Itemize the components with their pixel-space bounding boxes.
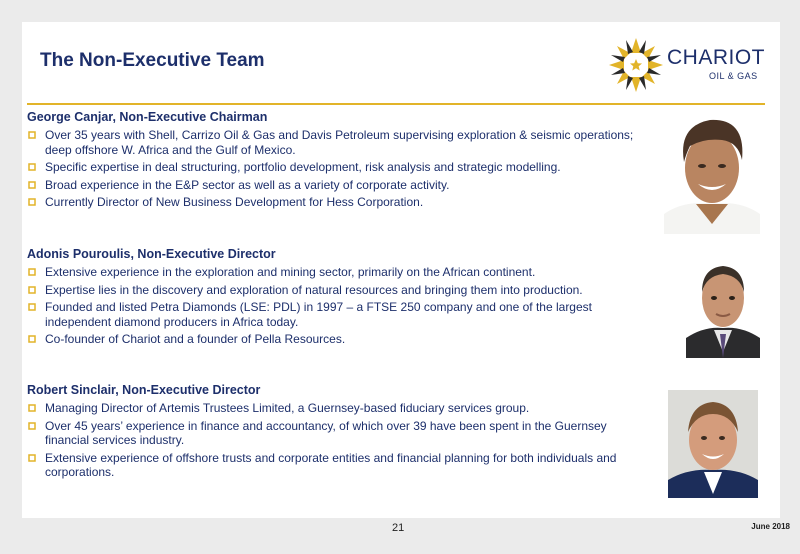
sun-logo-icon — [607, 36, 665, 94]
page-title: The Non-Executive Team — [40, 50, 265, 71]
footer-date: June 2018 — [751, 522, 790, 531]
portrait-robert-sinclair — [668, 390, 758, 498]
bullet-icon — [28, 163, 36, 171]
list-item: Over 45 years’ experience in finance and accountancy, of which over 39 have been spent in the Guernsey financial services industry. — [27, 419, 647, 448]
bullet-icon — [28, 286, 36, 294]
list-item: Over 35 years with Shell, Carrizo Oil & Gas and Davis Petroleum supervising exploration & seismic operations; deep offshore W. Africa and the Gulf of Mexico. — [27, 128, 647, 157]
bullet-icon — [28, 422, 36, 430]
portrait-adonis-pouroulis — [686, 254, 760, 358]
slide — [22, 22, 780, 518]
member-bullet-list — [27, 401, 647, 480]
list-item: Broad experience in the E&P sector as well as a variety of corporate activity. — [27, 178, 647, 193]
bullet-icon — [28, 181, 36, 189]
list-item: Extensive experience in the exploration and mining sector, primarily on the African continent. — [27, 265, 647, 280]
list-item: Specific expertise in deal structuring, portfolio development, risk analysis and strategic modelling. — [27, 160, 647, 175]
member-heading: George Canjar, Non-Executive Chairman — [27, 110, 268, 124]
bullet-icon — [28, 335, 36, 343]
bullet-icon — [28, 268, 36, 276]
member-section-canjar — [27, 110, 647, 213]
member-section-sinclair — [27, 383, 647, 483]
logo-subtitle: OIL & GAS — [709, 71, 758, 81]
list-item: Managing Director of Artemis Trustees Limited, a Guernsey-based fiduciary services group. — [27, 401, 647, 416]
list-item: Expertise lies in the discovery and exploration of natural resources and bringing them into production. — [27, 283, 647, 298]
member-heading: Robert Sinclair, Non-Executive Director — [27, 383, 261, 397]
list-item: Extensive experience of offshore trusts and corporate entities and financial planning for both individuals and corporations. — [27, 451, 647, 480]
bullet-icon — [28, 131, 36, 139]
member-bullet-list — [27, 128, 647, 210]
list-item: Founded and listed Petra Diamonds (LSE: PDL) in 1997 – a FTSE 250 company and one of the largest independent diamond producers in Africa today. — [27, 300, 647, 329]
page-number: 21 — [392, 522, 405, 534]
list-item: Co-founder of Chariot and a founder of Pella Resources. — [27, 332, 647, 347]
member-section-pouroulis — [27, 247, 647, 350]
logo-name: CHARIOT — [667, 46, 765, 69]
header-divider — [27, 103, 765, 105]
bullet-icon — [28, 303, 36, 311]
list-item: Currently Director of New Business Development for Hess Corporation. — [27, 195, 647, 210]
portrait-george-canjar — [664, 112, 760, 234]
bullet-icon — [28, 404, 36, 412]
bullet-icon — [28, 198, 36, 206]
company-logo — [607, 36, 767, 94]
bullet-icon — [28, 454, 36, 462]
member-bullet-list — [27, 265, 647, 347]
member-heading: Adonis Pouroulis, Non-Executive Director — [27, 247, 276, 261]
